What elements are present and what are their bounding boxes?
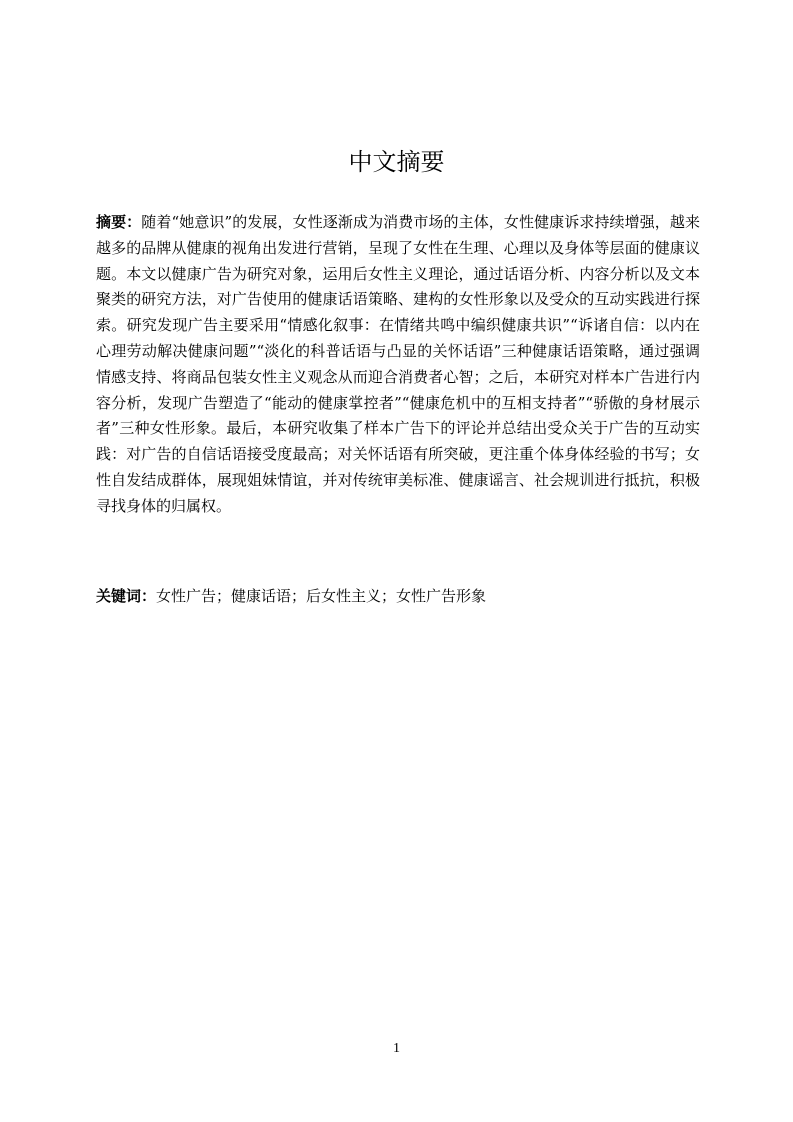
page-number: 1 (393, 1041, 400, 1056)
keywords-text: 女性广告；健康话语；后女性主义；女性广告形象 (156, 587, 487, 605)
keywords-label: 关键词： (96, 587, 157, 605)
abstract-paragraph (96, 210, 700, 520)
keywords-line (96, 584, 700, 609)
page-title: 中文摘要 (348, 148, 445, 176)
abstract-label: 摘要： (96, 213, 142, 231)
abstract-text: 随着“她意识”的发展，女性逐渐成为消费市场的主体，女性健康诉求持续增强，越来越多的品牌从健康的视角出发进行营销，呈现了女性在生理、心理以及身体等层面的健康议题。本文以健康广告为研究对象，运用后女性主义理论，通过话语分析、内容分析以及文本聚类的研究方法，对广告使用的健康话语策略、建构的女性形象以及受众的互动实践进行探索。研究发现广告主要采用“情感化叙事：在情绪共鸣中编织健康共识”“诉诸自信：以内在心理劳动解决健康问题”“淡化的科普话语与凸显的关怀话语”三种健康话语策略，通过强调情感支持、将商品包装女性主义观念从而迎合消费者心智；之后，本研究对样本广告进行内容分析，发现广告塑造了“能动的健康掌控者”“健康危机中的互相支持者”“骄傲的身材展示者”三种女性形象。最后，本研究收集了样本广告下的评论并总结出受众关于广告的互动实践：对广告的自信话语接受度最高；对关怀话语有所突破，更注重个体身体经验的书写；女性自发结成群体，展现姐妹情谊，并对传统审美标准、健康谣言、社会规训进行抵抗，积极寻找身体的归属权。 (96, 213, 700, 515)
